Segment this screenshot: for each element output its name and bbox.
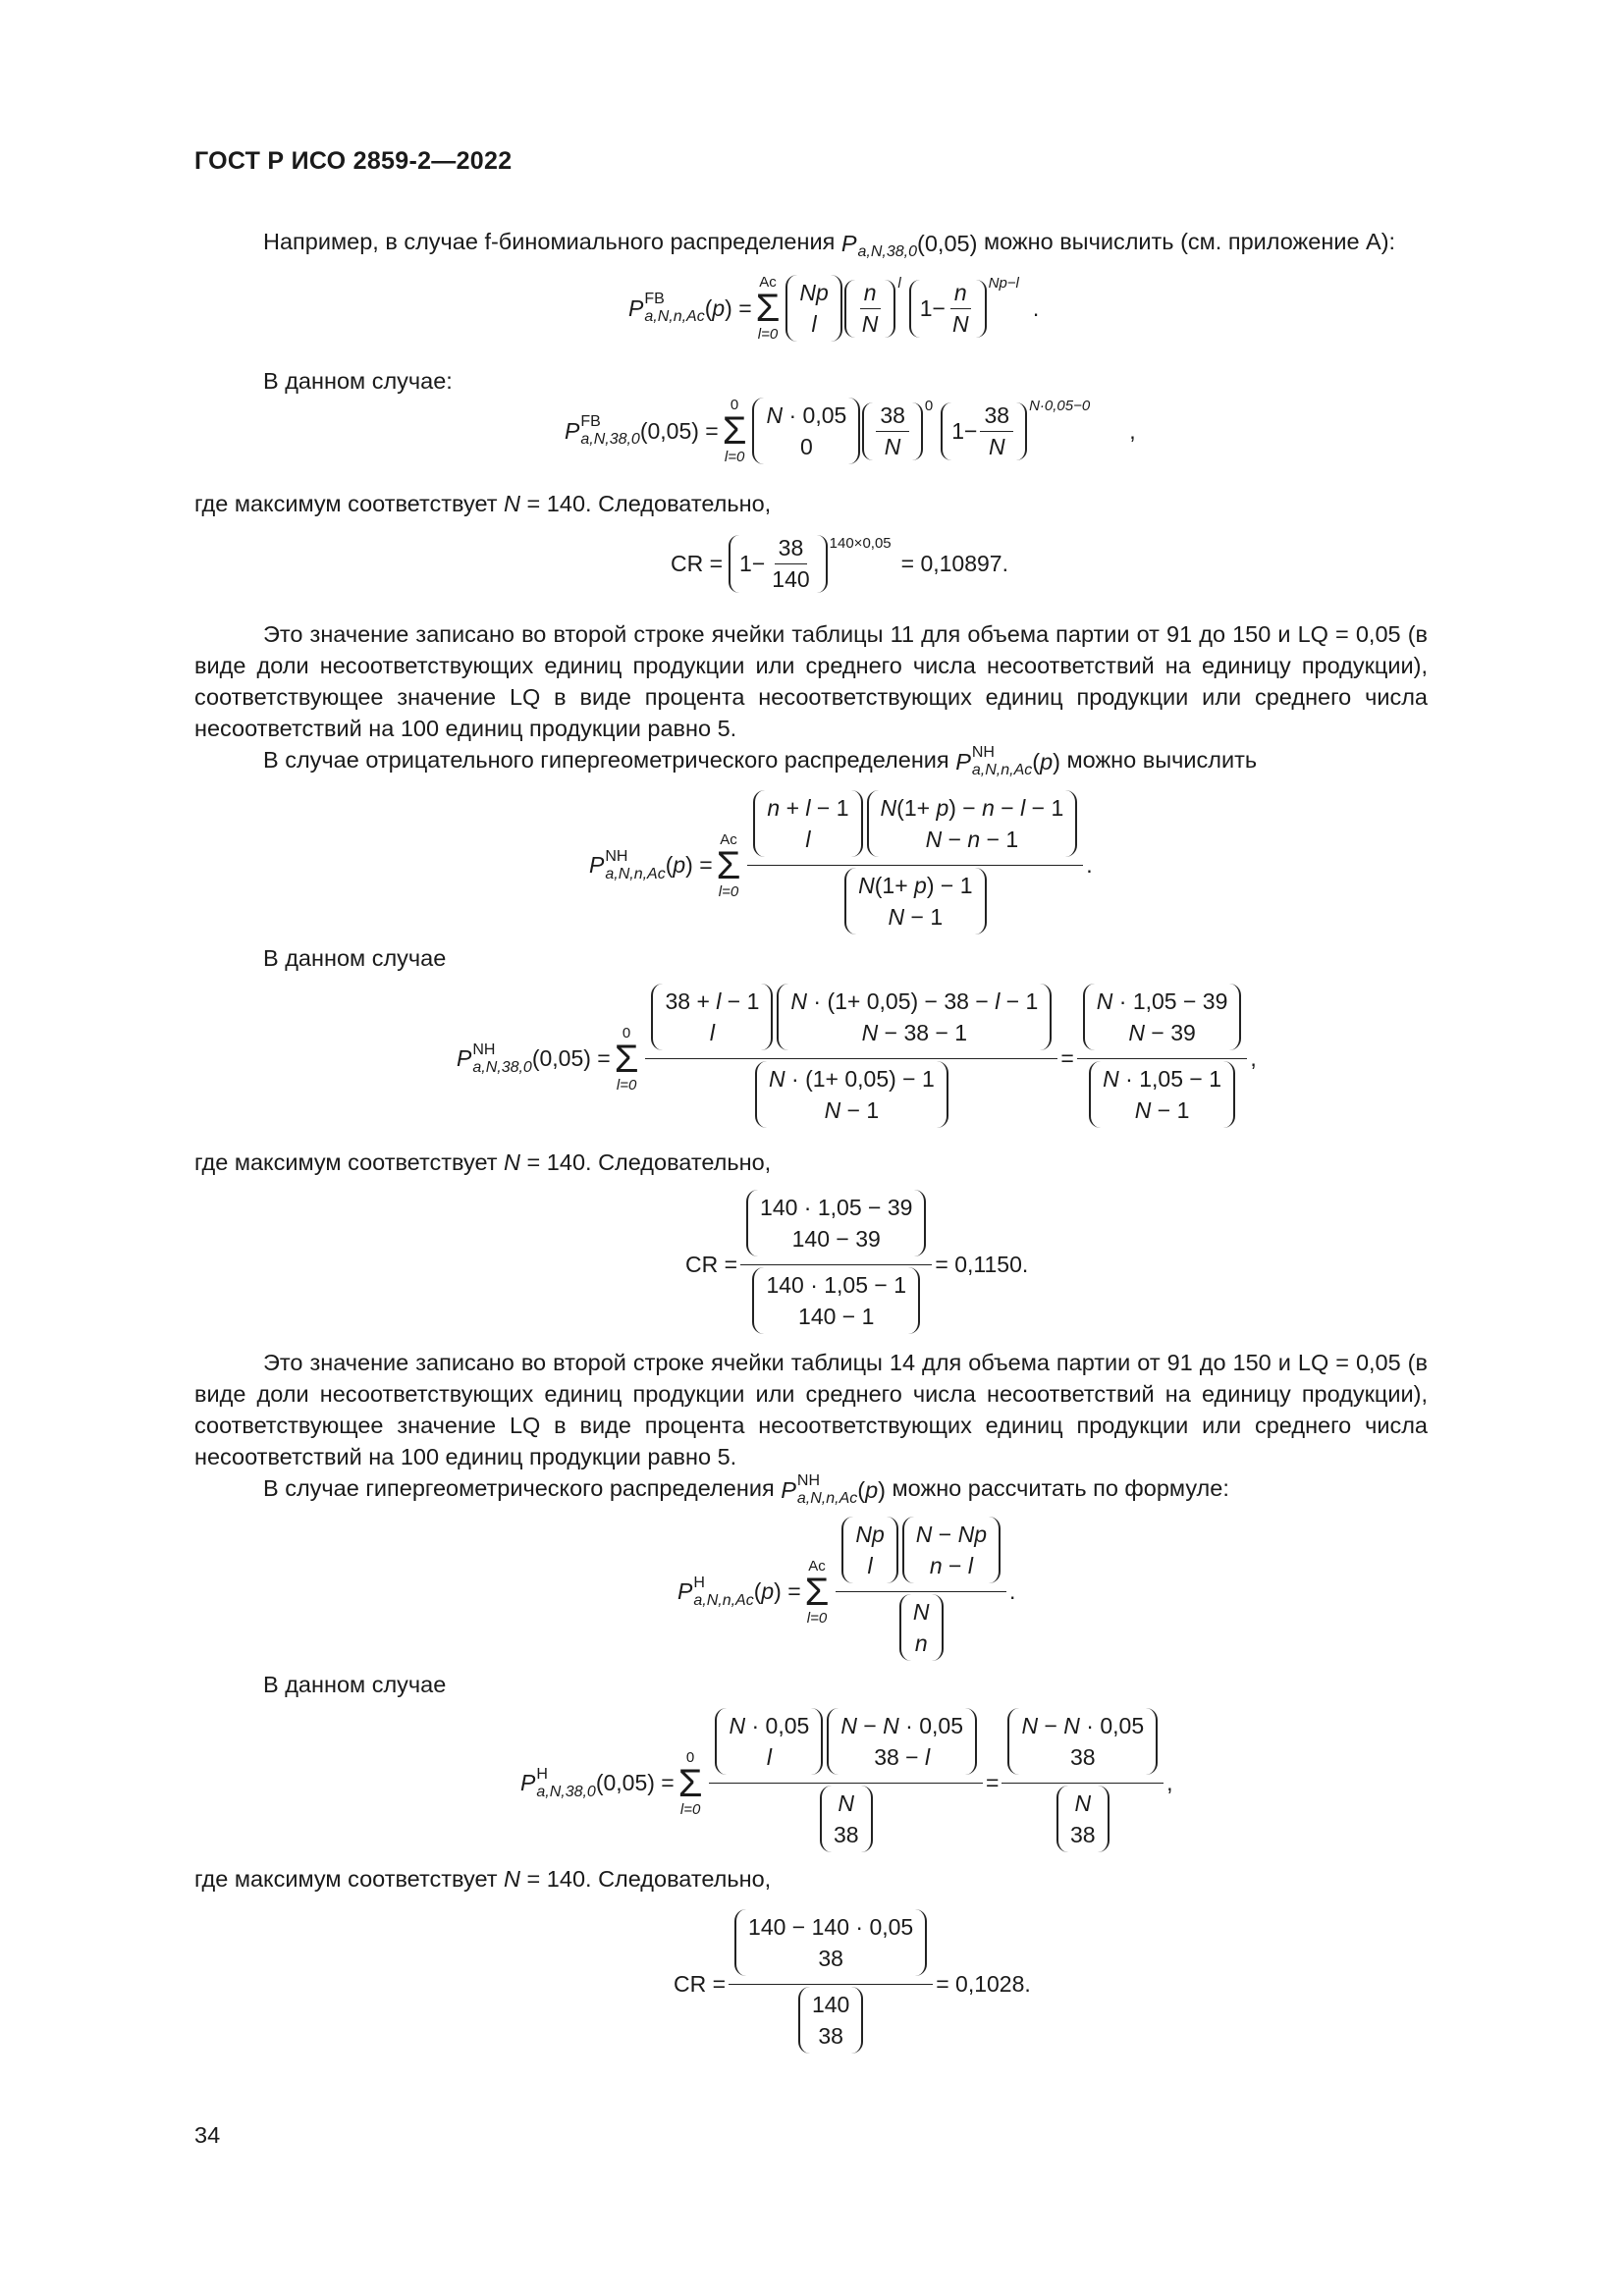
symbol-pa: P a,N,38,0 (0,05) — [840, 230, 978, 260]
paragraph-table-14: Это значение записано во второй строке ячейки таблицы 14 для объема партии от 91 до 150 и LQ = 0,05 (в виде доли несоответствующих единиц продукции или среднего числа несоответствий на единицу продукции), соответствующее значение LQ в виде процента несоответствующих единиц продукции или среднего числа несоответствий на 100 единиц продукции равно 5. — [194, 1350, 1428, 1469]
formula-nh-general: P NH a,N,n,Ac ( p ) = Ac Σ l=0 n + l − 1 l N(1+ p) − n − l − 1 N − n − 1 N(1+ p) − 1 N − 1 . — [589, 790, 1093, 940]
formula-fb-specific: P FB a,N,38,0 (0,05) = 0 Σ l=0 N · 0,05 0 38 N 0 1− 38 N N·0,05−0 , — [565, 397, 1136, 465]
paragraph-max-1: где максимум соответствует N = 140. Следовательно, — [194, 491, 772, 516]
page-number: 34 — [194, 2122, 221, 2148]
formula-nh-specific: P NH a,N,38,0 (0,05) = 0 Σ l=0 38 + l − 1 l N · (1+ 0,05) − 38 − l − 1 N − 38 − 1 N · (1+ 0,05) − 1 N − 1 = N · 1,05 − 39 N − 39 N · 1,05 − 1 N − 1 , — [457, 984, 1257, 1134]
paragraph-table-11: Это значение записано во второй строке ячейки таблицы 11 для объема партии от 91 до 150 и LQ = 0,05 (в виде доли несоответствующих единиц продукции или среднего числа несоответствий на единицу продукции), соответствующее значение LQ в виде процента несоответствующих единиц продукции или среднего числа несоответствий на 100 единиц продукции равно 5. — [194, 621, 1428, 741]
paragraph-case-2: В данном случае — [263, 945, 447, 971]
paragraph-max-3: где максимум соответствует N = 140. Следовательно, — [194, 1866, 772, 1892]
formula-cr-1: CR = 1− 38 140 140×0,05 = 0,10897. — [671, 535, 1008, 592]
formula-cr-3: CR = 140 − 140 · 0,05 38 140 38 = 0,1028. — [674, 1909, 1031, 2059]
paragraph-intro: Например, в случае f-биномиального распределения P a,N,38,0 (0,05) можно вычислить (см. приложение А): — [263, 226, 1395, 260]
formula-h-specific: P H a,N,38,0 (0,05) = 0 Σ l=0 N · 0,05 l N − N · 0,05 38 − l N 38 = N − N · 0,05 38 N 38 , — [520, 1708, 1173, 1858]
paragraph-case-3: В данном случае — [263, 1672, 447, 1697]
document-header: ГОСТ Р ИСО 2859-2—2022 — [194, 147, 513, 175]
formula-cr-2: CR = 140 · 1,05 − 39 140 − 39 140 · 1,05 − 1 140 − 1 = 0,1150. — [685, 1190, 1028, 1340]
paragraph-max-2: где максимум соответствует N = 140. Следовательно, — [194, 1149, 772, 1175]
formula-fb-general: P FB a,N,n,Ac ( p ) = Ac Σ l=0 Np l n N l 1− n N Np−l . — [628, 274, 1040, 343]
paragraph-h-intro: В случае гипергеометрического распределения P NH a,N,n,Ac ( p ) можно рассчитать по формуле: — [263, 1471, 1229, 1507]
formula-h-general: P H a,N,n,Ac ( p ) = Ac Σ l=0 Np l N − Np n − l N n . — [677, 1517, 1015, 1667]
paragraph-case-1: В данном случае: — [263, 368, 453, 394]
paragraph-nh-intro: В случае отрицательного гипергеометрического распределения P NH a,N,n,Ac ( p ) можно вычислить — [263, 743, 1258, 778]
